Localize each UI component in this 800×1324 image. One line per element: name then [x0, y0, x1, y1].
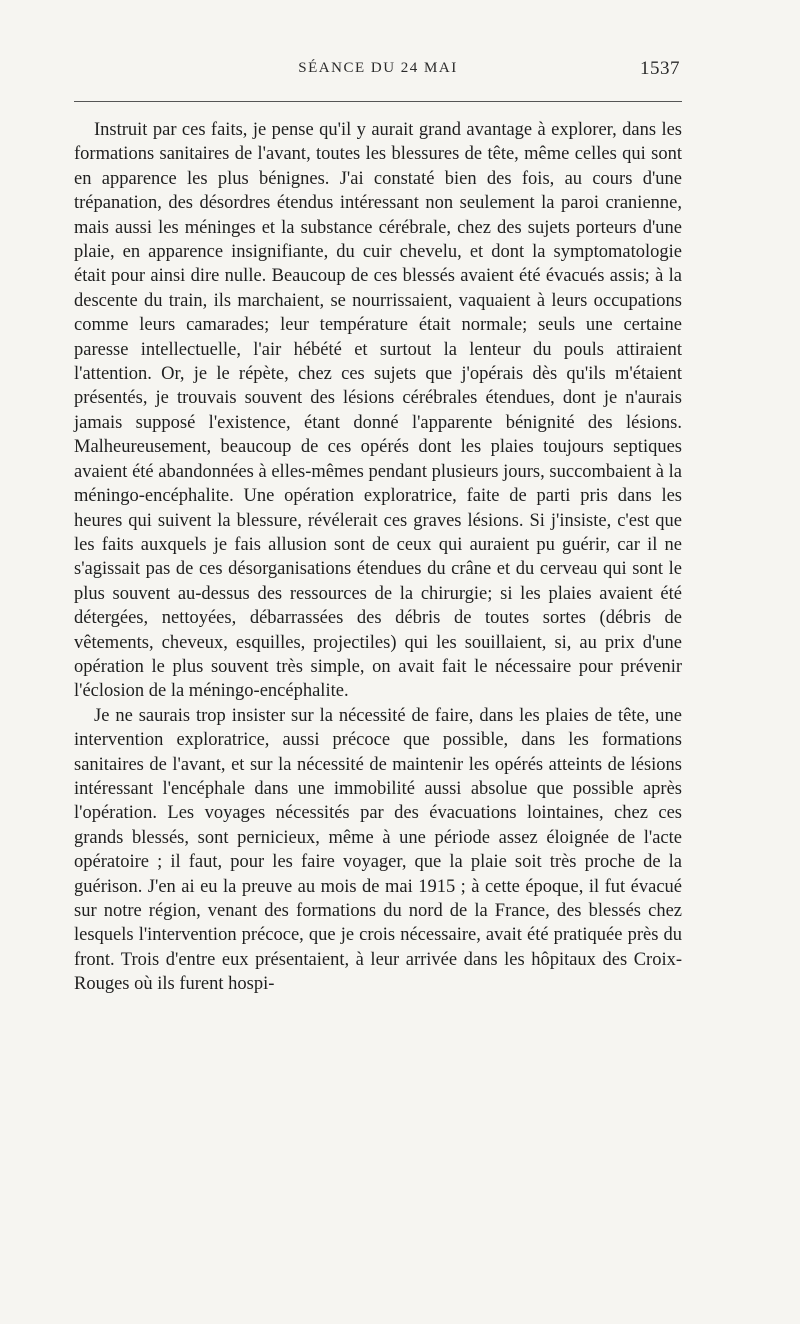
- body-text: [74, 118, 682, 997]
- header-rule: [74, 101, 682, 102]
- page-number: 1537: [640, 58, 680, 79]
- header-title: SÉANCE DU 24 MAI: [298, 60, 458, 76]
- paragraph-2: Je ne saurais trop insister sur la nécessité de faire, dans les plaies de tête, une intervention exploratrice, aussi précoce que possible, dans les formations sanitaires de l'avant, et sur la nécessité de maintenir les opérés atteints de lésions intéressant l'encéphale dans une immobilité aussi absolue que possible après l'opération. Les voyages nécessités par des évacuations lointaines, chez ces grands blessés, sont pernicieux, même à une période assez éloignée de l'acte opératoire ; il faut, pour les faire voyager, que la plaie soit très proche de la guérison. J'en ai eu la preuve au mois de mai 1915 ; à cette époque, il fut évacué sur notre région, venant des formations du nord de la France, des blessés chez lesquels l'intervention précoce, que je crois nécessaire, avait été pratiquée près du front. Trois d'entre eux présentaient, à leur arrivée dans les hôpitaux des Croix-Rouges où ils furent hospi-: [74, 705, 682, 995]
- running-header: [74, 60, 682, 84]
- paragraph-1: Instruit par ces faits, je pense qu'il y aurait grand avantage à explorer, dans les formations sanitaires de l'avant, toutes les blessures de tête, même celles qui sont en apparence les plus bénignes. J'ai constaté bien des fois, au cours d'une trépanation, des désordres étendus intéressant non seulement la paroi cranienne, mais aussi les méninges et la substance cérébrale, chez des sujets porteurs d'une plaie, en apparence insignifiante, du cuir chevelu, et dont la symptomatologie était pour ainsi dire nulle. Beaucoup de ces blessés avaient été évacués assis; à la descente du train, ils marchaient, se nourrissaient, vaquaient à leurs occupations comme leurs camarades; leur température était normale; seuls une certaine paresse intellectuelle, l'air hébété et surtout la lenteur du pouls attiraient l'attention. Or, je le répète, chez ces sujets que j'opérais dès qu'ils m'étaient présentés, je trouvais souvent des lésions cérébrales étendues, dont je n'aurais jamais supposé l'existence, étant donné l'apparente bénignité des lésions. Malheureusement, beaucoup de ces opérés dont les plaies toujours septiques avaient été abandonnées à elles-mêmes pendant plusieurs jours, succombaient à la méningo-encéphalite. Une opération exploratrice, faite de parti pris dans les heures qui suivent la blessure, révélerait ces graves lésions. Si j'insiste, c'est que les faits auxquels je fais allusion sont de ceux qui auraient pu guérir, car il ne s'agissait pas de ces désorganisations étendues du crâne et du cerveau qui sont le plus souvent au-dessus des ressources de la chirurgie; si les plaies avaient été détergées, nettoyées, débarrassées des débris de toutes sortes (débris de vêtements, cheveux, esquilles, projectiles) qui les souillaient, si, au prix d'une opération le plus souvent très simple, on avait fait le nécessaire pour prévenir l'éclosion de la méningo-encéphalite.: [74, 120, 682, 702]
